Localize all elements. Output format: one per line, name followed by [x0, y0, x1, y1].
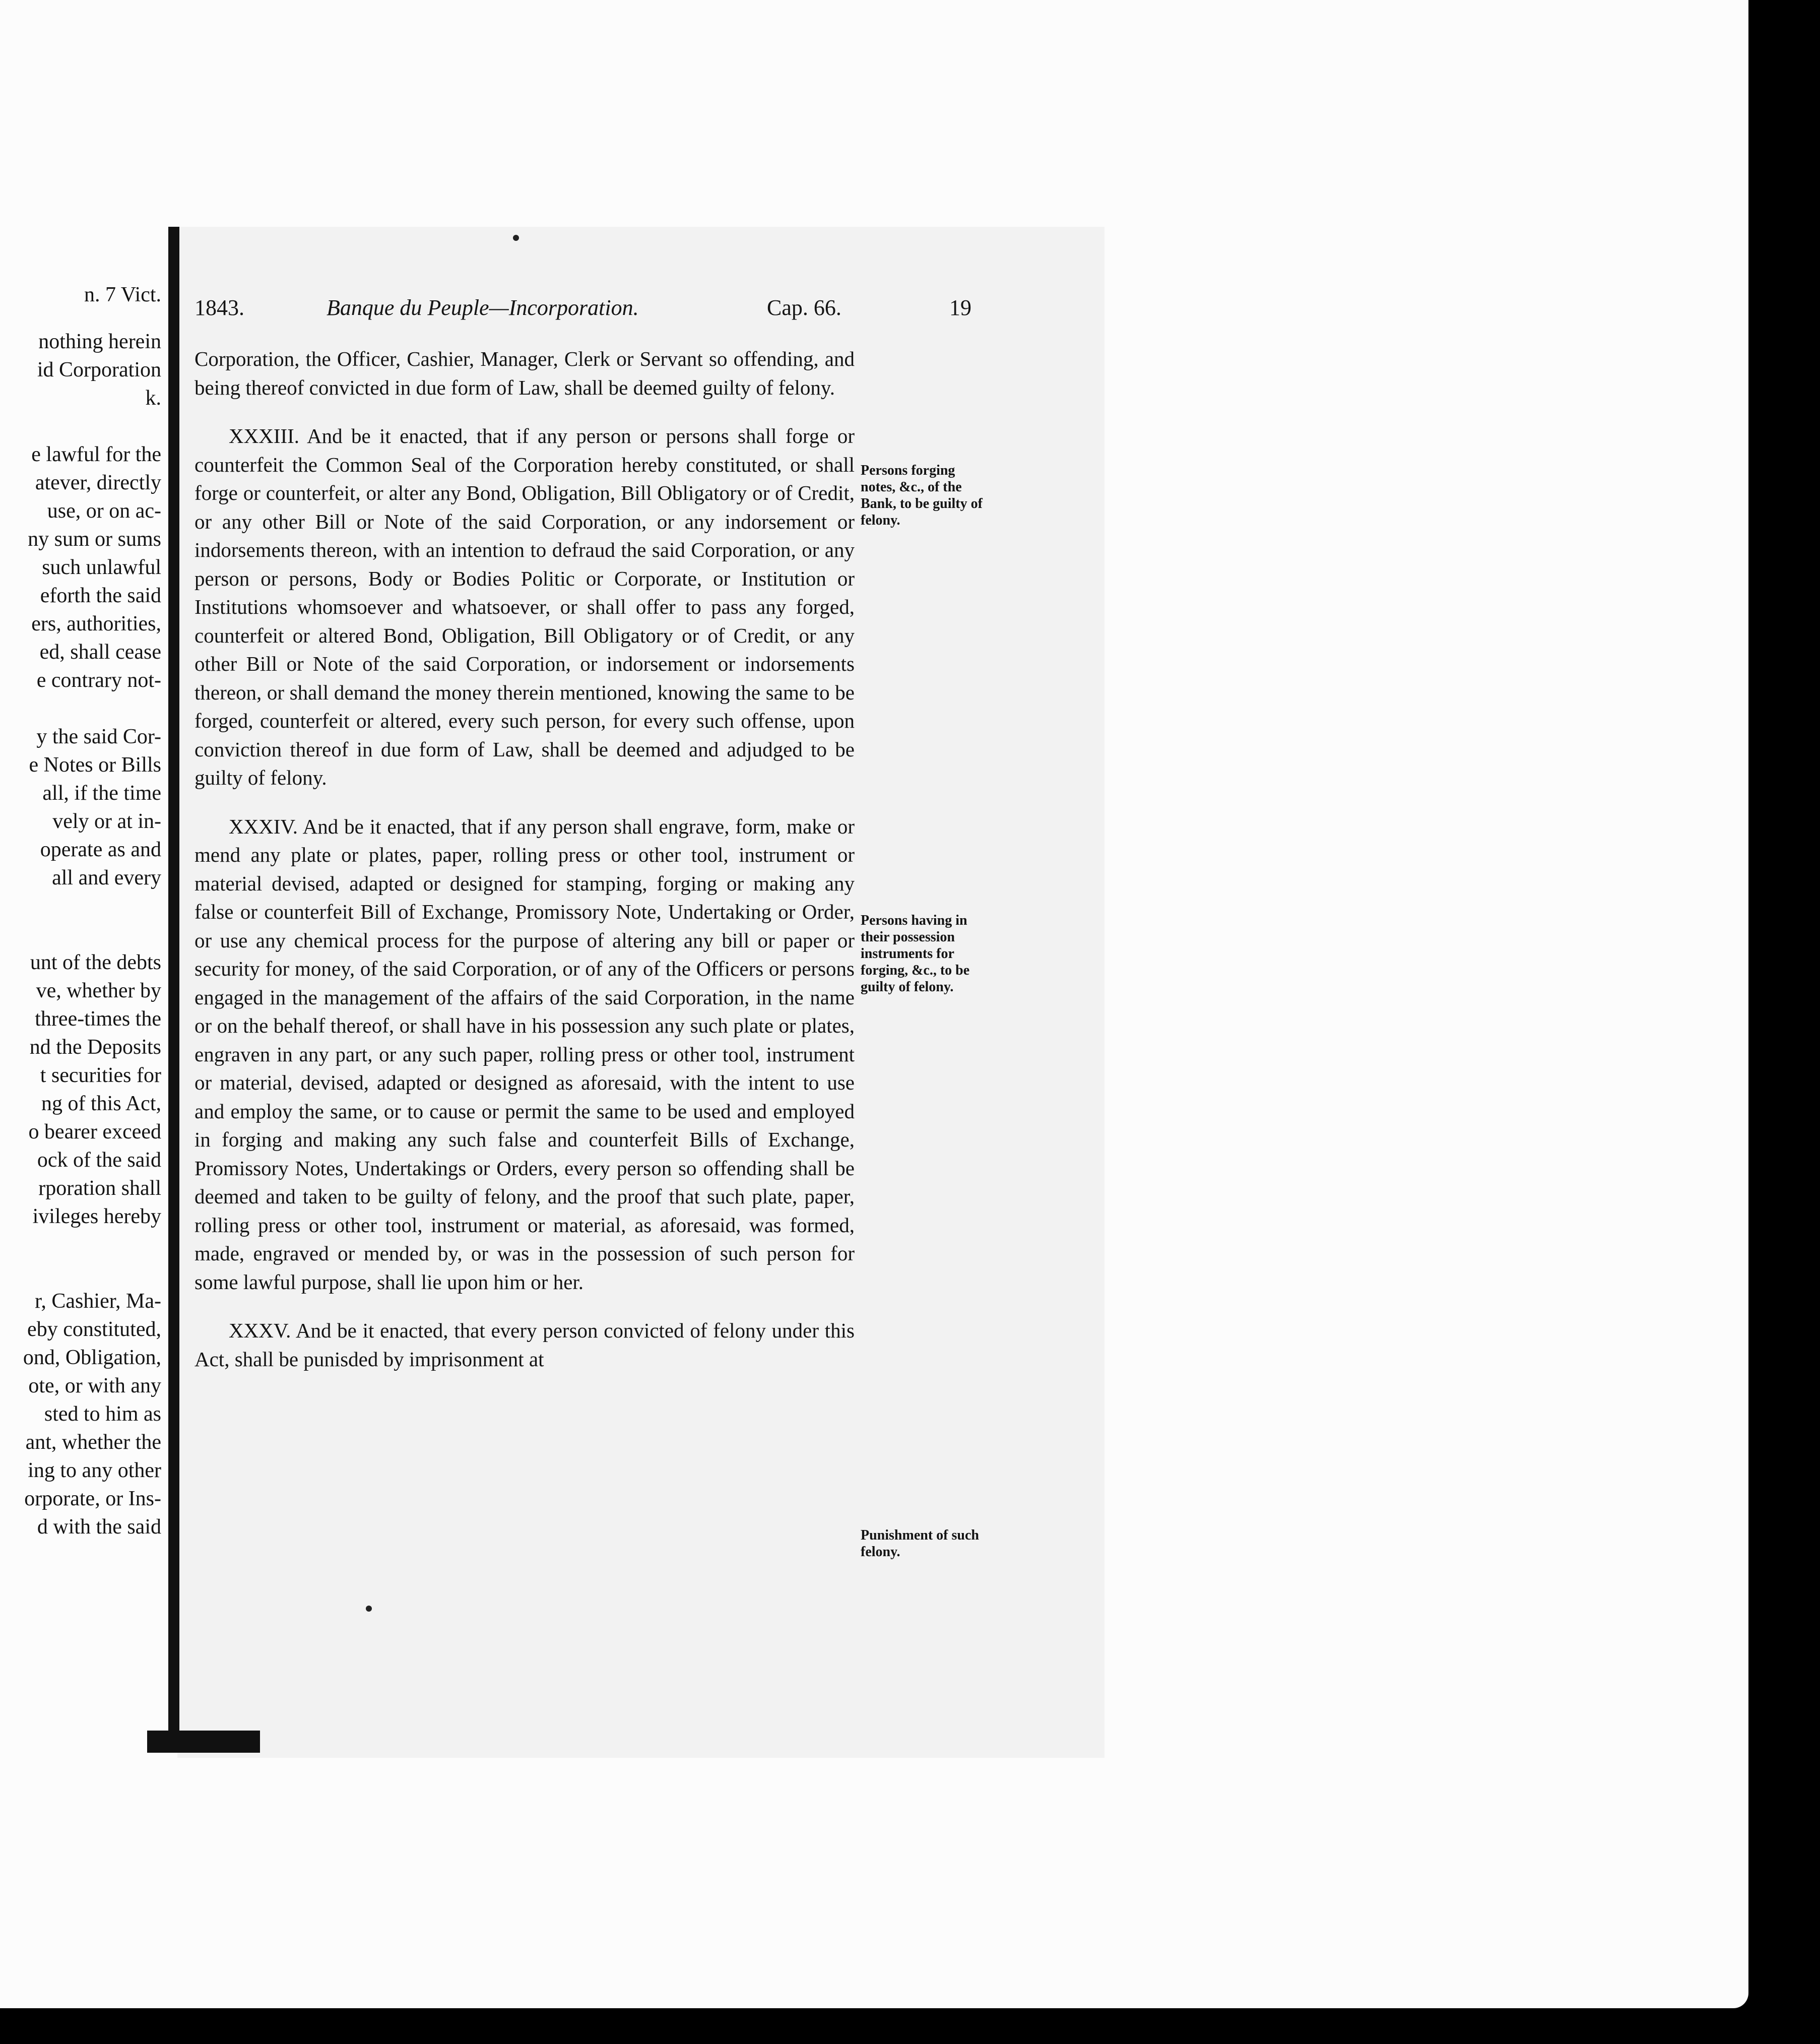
previous-page-line: all and every [52, 866, 161, 889]
previous-page-line: ant, whether the [25, 1431, 161, 1454]
margin-note-instruments: Persons having in their possession instruments for forging, &c., to be guilty of felony. [861, 913, 970, 995]
binding-gutter-bar [168, 227, 179, 1739]
previous-page-line: all, if the time [42, 782, 161, 805]
previous-page-line: vely or at in- [52, 810, 161, 833]
scan-speck [366, 1606, 372, 1612]
previous-page-line: nothing herein [38, 330, 161, 353]
previous-page-line: ock of the said [37, 1148, 161, 1172]
previous-page-line: d with the said [37, 1515, 161, 1539]
previous-page-line: operate as and [40, 838, 161, 861]
page-number: 19 [949, 295, 971, 320]
previous-page-line: ote, or with any [28, 1374, 161, 1397]
previous-page-line: ond, Obligation, [23, 1346, 161, 1369]
previous-page-line: e Notes or Bills [29, 753, 161, 777]
running-head-year: 1843. [194, 295, 244, 320]
previous-page-line: ers, authorities, [31, 612, 161, 635]
running-head [194, 295, 981, 325]
previous-page-line: e contrary not- [36, 669, 161, 692]
scan-speck [513, 235, 519, 241]
previous-page-line: eforth the said [40, 584, 161, 607]
section-xxxiv: XXXIV. And be it enacted, that if any person shall engrave, form, make or mend any plate or plates, paper, rolling press or other tool, instrument or material devised, adapted or designed for stamping, forging or making any false or counterfeit Bill of Exchange, Promissory Note, Undertaking or Order, or use any chemical process for the purpose of altering any bill or paper or security for money, of the said Corporation, or of any of the Officers or persons engaged in the management of the affairs of the said Corporation, in the name or on the behalf thereof, or shall have in his possession any such plate or plates, engraven in any part, or any such paper, rolling press or other tool, instrument or material, devised, adapted or designed as aforesaid, with the intent to use and employ the same, or to cause or permit the same to be used and employed in forging and making any such false and counterfeit Bills of Exchange, Promissory Notes, Undertakings or Orders, every person so offending shall be deemed and taken to be guilty of felony, and the proof that such plate, paper, rolling press or other tool, instrument or material, as aforesaid, was formed, made, engraved or mended by, or was in the possession of such person for some lawful purpose, shall lie upon him or her. [194, 814, 855, 1294]
previous-page-line: sted to him as [44, 1402, 161, 1426]
previous-page-line: nd the Deposits [29, 1036, 161, 1059]
previous-page-line: unt of the debts [30, 951, 161, 974]
previous-page-line: y the said Cor- [36, 725, 161, 748]
previous-page-line: ivileges hereby [32, 1205, 161, 1228]
previous-page-line: ed, shall cease [39, 641, 161, 664]
previous-page-line: id Corporation [37, 358, 161, 381]
running-head-title: Banque du Peuple—Incorporation. [327, 295, 639, 320]
previous-page-line: use, or on ac- [47, 499, 161, 523]
margin-note-forging: Persons forging notes, &c., of the Bank, to be guilty of felony. [861, 463, 983, 528]
previous-page-line: ing to any other [28, 1459, 161, 1482]
paragraph-continued: Corporation, the Officer, Cashier, Manager, Clerk or Servant so offending, and being thereof convicted in due form of Law, shall be deemed guilty of felony. [194, 347, 855, 399]
previous-page-line: r, Cashier, Ma- [35, 1290, 161, 1313]
previous-page-line: atever, directly [35, 471, 161, 494]
previous-page-line: t securities for [40, 1064, 161, 1087]
previous-page-line: ng of this Act, [41, 1092, 161, 1115]
section-xxxiii: XXXIII. And be it enacted, that if any person or persons shall forge or counterfeit the Common Seal of the Corporation hereby constituted, or shall forge or counterfeit, or alter any Bond, Obligation, Bill Obligatory or of Credit, or any other Bill or Note of the said Corporation, or any indorsement or indorsements thereon, with an intention to defraud the said Corporation, or any person or persons, Body or Bodies Politic or Corporate, or Institution or Institutions whomsoever and whatsoever, or shall offer to pass any forged, counterfeit or altered Bond, Obligation, Bill Obligatory or of Credit, or any other Bill or Note of the said Corporation, or indorsement or indorsements thereon, or shall demand the money therein mentioned, knowing the same to be forged, counterfeit or altered, every such person, for every such offense, upon conviction thereof in due form of Law, shall be deemed and adjudged to be guilty of felony. [194, 424, 855, 789]
previous-page-line: ny sum or sums [28, 528, 161, 551]
previous-page-line: k. [145, 387, 161, 410]
previous-page-line: eby constituted, [27, 1318, 161, 1341]
binding-gutter-foot [147, 1731, 260, 1753]
body-text [194, 345, 855, 1393]
previous-page-line: three-times the [35, 1007, 161, 1031]
running-head-chapter: Cap. 66. [767, 295, 841, 320]
section-xxxv: XXXV. And be it enacted, that every person convicted of felony under this Act, shall be punisded by imprisonment at [194, 1319, 855, 1371]
previous-page-line: such unlawful [42, 556, 161, 579]
previous-page-line: o bearer exceed [28, 1120, 161, 1143]
previous-page-line: orporate, or Ins- [24, 1487, 161, 1510]
previous-page-line: ve, whether by [36, 979, 161, 1002]
previous-page-header: n. 7 Vict. [84, 283, 161, 306]
previous-page-line: e lawful for the [31, 443, 161, 466]
previous-page-line: rporation shall [38, 1177, 161, 1200]
margin-note-punishment: Punishment of such felony. [861, 1527, 979, 1560]
